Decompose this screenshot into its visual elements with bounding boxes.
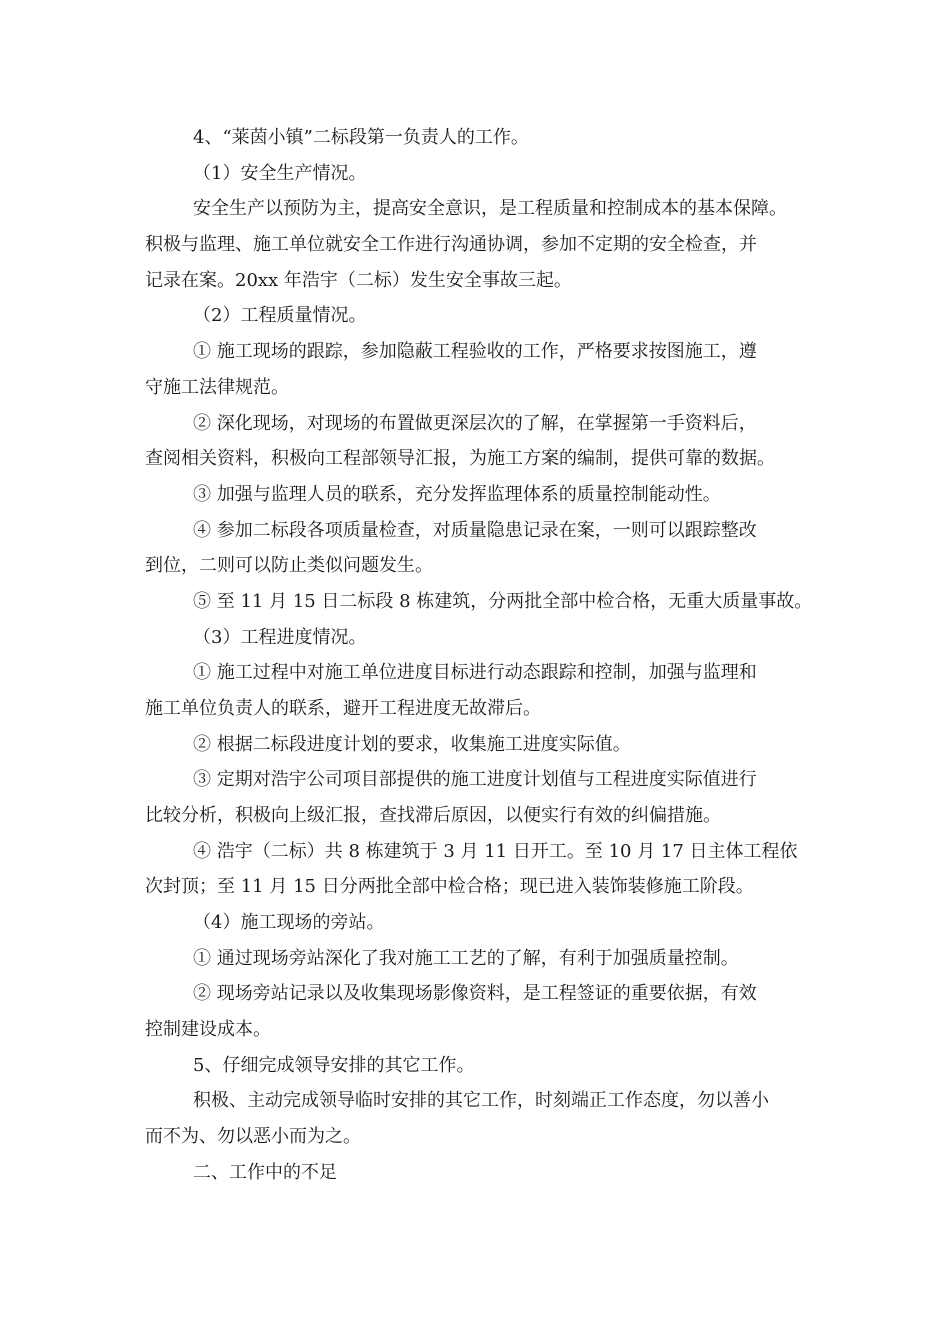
subheading-quality: （2）工程质量情况。 bbox=[193, 305, 367, 326]
list-item-line: ① 施工过程中对施工单位进度目标进行动态跟踪和控制，加强与监理和 bbox=[193, 662, 757, 683]
list-item-line: ② 现场旁站记录以及收集现场影像资料，是工程签证的重要依据，有效 bbox=[193, 983, 757, 1004]
list-item-line: ① 施工现场的跟踪，参加隐蔽工程验收的工作，严格要求按图施工，遵 bbox=[193, 341, 757, 362]
list-item-line: ② 深化现场，对现场的布置做更深层次的了解，在掌握第一手资料后， bbox=[193, 413, 757, 434]
list-item-line: 守施工法律规范。 bbox=[145, 377, 289, 398]
list-item-line: 次封顶；至 11 月 15 日分两批全部中检合格；现已进入装饰装修施工阶段。 bbox=[145, 876, 754, 897]
list-item-line: 施工单位负责人的联系，避开工程进度无故滞后。 bbox=[145, 698, 541, 719]
paragraph-line: 记录在案。20xx 年浩宇（二标）发生安全事故三起。 bbox=[145, 270, 572, 291]
list-item-line: 查阅相关资料，积极向工程部领导汇报，为施工方案的编制，提供可靠的数据。 bbox=[145, 448, 775, 469]
list-item-line: ② 根据二标段进度计划的要求，收集施工进度实际值。 bbox=[193, 734, 631, 755]
paragraph-line: 积极与监理、施工单位就安全工作进行沟通协调，参加不定期的安全检查，并 bbox=[145, 234, 757, 255]
subheading-safety: （1）安全生产情况。 bbox=[193, 163, 367, 184]
subheading-progress: （3）工程进度情况。 bbox=[193, 627, 367, 648]
list-item-line: ③ 加强与监理人员的联系，充分发挥监理体系的质量控制能动性。 bbox=[193, 484, 721, 505]
list-item-line: 控制建设成本。 bbox=[145, 1019, 271, 1040]
paragraph-line: 安全生产以预防为主，提高安全意识，是工程质量和控制成本的基本保障。 bbox=[193, 198, 787, 219]
list-item-line: ⑤ 至 11 月 15 日二标段 8 栋建筑，分两批全部中检合格，无重大质量事故。 bbox=[193, 591, 813, 612]
list-item-line: ③ 定期对浩宇公司项目部提供的施工进度计划值与工程进度实际值进行 bbox=[193, 769, 757, 790]
list-item-line: ④ 参加二标段各项质量检查，对质量隐患记录在案，一则可以跟踪整改 bbox=[193, 520, 757, 541]
subheading-site-supervision: （4）施工现场的旁站。 bbox=[193, 912, 385, 933]
paragraph-line: 积极、主动完成领导临时安排的其它工作，时刻端正工作态度，勿以善小 bbox=[193, 1090, 769, 1111]
section-heading-shortcomings: 二、工作中的不足 bbox=[193, 1162, 337, 1183]
list-item-line: ① 通过现场旁站深化了我对施工工艺的了解，有利于加强质量控制。 bbox=[193, 948, 739, 969]
list-item-line: 比较分析，积极向上级汇报，查找滞后原因，以便实行有效的纠偏措施。 bbox=[145, 805, 721, 826]
list-item-line: 到位，二则可以防止类似问题发生。 bbox=[145, 555, 433, 576]
section-heading-5: 5、仔细完成领导安排的其它工作。 bbox=[193, 1055, 475, 1076]
section-heading-4: 4、“莱茵小镇”二标段第一负责人的工作。 bbox=[193, 127, 529, 148]
list-item-line: ④ 浩宇（二标）共 8 栋建筑于 3 月 11 日开工。至 10 月 17 日主体工程依 bbox=[193, 841, 798, 862]
paragraph-line: 而不为、勿以恶小而为之。 bbox=[145, 1126, 361, 1147]
